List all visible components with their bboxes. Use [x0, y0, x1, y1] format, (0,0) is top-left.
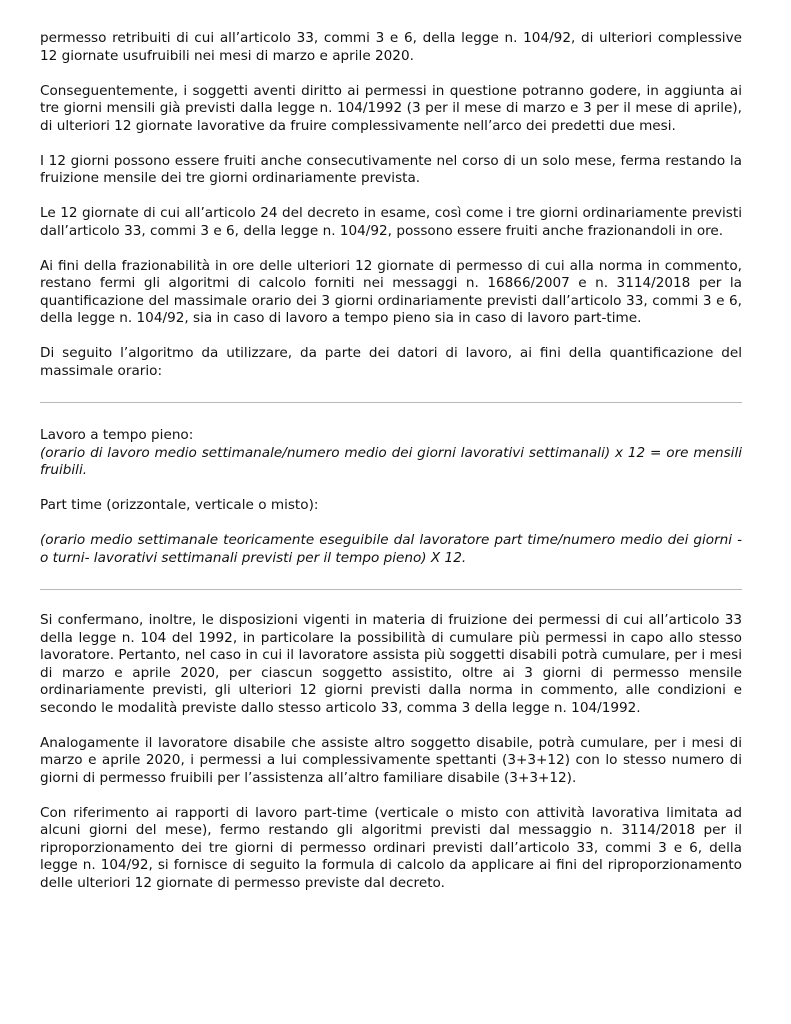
formula-bottom-divider: [40, 589, 742, 590]
full-time-label: Lavoro a tempo pieno:: [40, 427, 194, 443]
document-page: [40, 30, 742, 892]
paragraph: Si confermano, inoltre, le disposizioni vigenti in materia di fruizione dei permessi di cui all’articolo 33 della legge n. 104 del 1992, in particolare la possibilità di cumulare più permessi in capo allo stesso lavoratore. Pertanto, nel caso in cui il lavoratore assista più soggetti disabili potrà cumulare, per i mesi di marzo e aprile 2020, per ciascun soggetto assistito, oltre ai 3 giorni di permesso mensile ordinariamente previsti, gli ulteriori 12 giorni previsti dalla norma in commento, alle condizioni e secondo le modalità previste dallo stesso articolo 33, comma 3 della legge n. 104/1992.: [40, 612, 742, 716]
formula-box: [40, 427, 742, 567]
full-time-formula: (orario di lavoro medio settimanale/numero medio dei giorni lavorativi settimanali) x 12 = ore mensili fruibili.: [40, 444, 742, 478]
paragraph: Analogamente il lavoratore disabile che assiste altro soggetto disabile, potrà cumulare, per i mesi di marzo e aprile 2020, i permessi a lui complessivamente spettanti (3+3+12) con lo stesso numero di giorni di permesso fruibili per l’assistenza all’altro familiare disabile (3+3+12).: [40, 734, 742, 786]
part-time-label: Part time (orizzontale, verticale o misto):: [40, 497, 319, 513]
part-time-formula: (orario medio settimanale teoricamente eseguibile dal lavoratore part time/numero medio dei giorni -o turni- lavorativi settimanali previsti per il tempo pieno) X 12.: [40, 532, 742, 566]
paragraph: Con riferimento ai rapporti di lavoro part-time (verticale o misto con attività lavorativa limitata ad alcuni giorni del mese), fermo restando gli algoritmi previsti dal messaggio n. 3114/2018 per il riproporzionamento dei tre giorni di permesso ordinari previsti dall’articolo 33, commi 3 e 6, della legge n. 104/92, si fornisce di seguito la formula di calcolo da applicare ai fini del riproporzionamento delle ulteriori 12 giornate di permesso previste dal decreto.: [40, 804, 742, 891]
paragraph: I 12 giorni possono essere fruiti anche consecutivamente nel corso di un solo mese, ferma restando la fruizione mensile dei tre giorni ordinariamente prevista.: [40, 152, 742, 186]
paragraph: Di seguito l’algoritmo da utilizzare, da parte dei datori di lavoro, ai fini della quantificazione del massimale orario:: [40, 345, 742, 379]
paragraph: Conseguentemente, i soggetti aventi diritto ai permessi in questione potranno godere, in aggiunta ai tre giorni mensili già previsti dalla legge n. 104/1992 (3 per il mese di marzo e 3 per il mese di aprile), di ulteriori 12 giornate lavorative da fruire complessivamente nell’arco dei predetti due mesi.: [40, 82, 742, 134]
paragraph: Ai fini della frazionabilità in ore delle ulteriori 12 giornate di permesso di cui alla norma in commento, restano fermi gli algoritmi di calcolo forniti nei messaggi n. 16866/2007 e n. 3114/2018 per la quantificazione del massimale orario dei 3 giorni ordinariamente previsti dall’articolo 33, commi 3 e 6, della legge n. 104/92, sia in caso di lavoro a tempo pieno sia in caso di lavoro part-time.: [40, 257, 742, 326]
formula-top-divider: [40, 402, 742, 403]
paragraph: permesso retribuiti di cui all’articolo 33, commi 3 e 6, della legge n. 104/92, di ulteriori complessive 12 giornate usufruibili nei mesi di marzo e aprile 2020.: [40, 30, 742, 64]
paragraph: Le 12 giornate di cui all’articolo 24 del decreto in esame, così come i tre giorni ordinariamente previsti dall’articolo 33, commi 3 e 6, della legge n. 104/92, possono essere fruiti anche frazionandoli in ore.: [40, 205, 742, 239]
